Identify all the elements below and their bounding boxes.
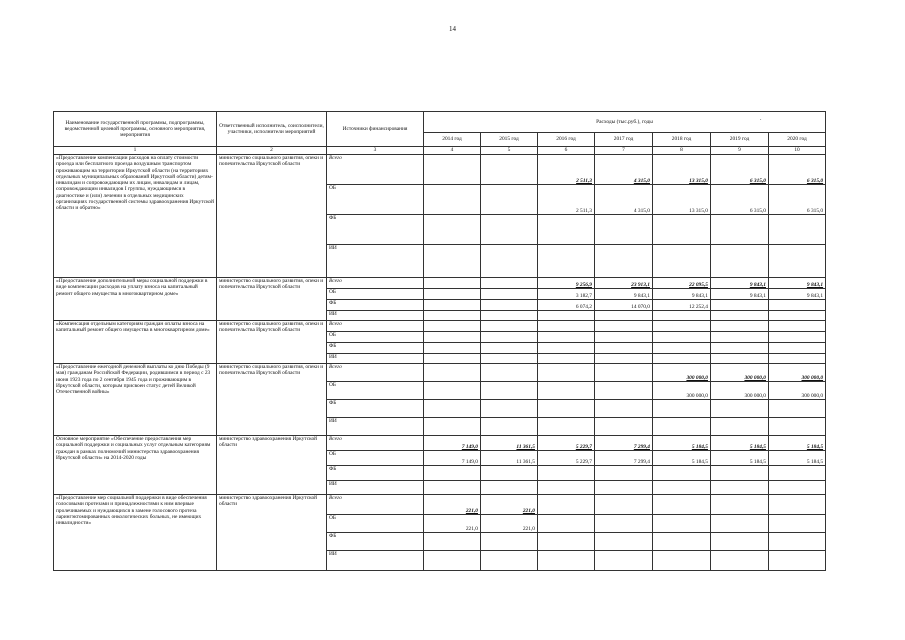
- row-value: [538, 495, 595, 515]
- row-value: [653, 400, 711, 418]
- row-source-label: ОБ: [327, 289, 424, 300]
- row-value: 11 361,5: [481, 451, 538, 466]
- row-value: [538, 466, 595, 481]
- row-value: 6 074,2: [538, 300, 595, 311]
- row-value: 5 184,5: [711, 451, 769, 466]
- row-value: [711, 533, 769, 551]
- row-value: [481, 300, 538, 311]
- row-value: [538, 400, 595, 418]
- row-value: [481, 481, 538, 495]
- row-value: 300 000,0: [653, 382, 711, 400]
- row-value: [424, 300, 481, 311]
- row-value: 2 511,3: [538, 185, 595, 215]
- row-value: [653, 332, 711, 343]
- header-dot: .: [760, 116, 762, 122]
- row-value: [538, 215, 595, 245]
- row-value: [769, 354, 826, 364]
- row-value: [424, 278, 481, 289]
- row-value: [595, 418, 653, 436]
- row-source-label: ФБ: [327, 400, 424, 418]
- row-value: [481, 551, 538, 571]
- row-source-label: ИИ: [327, 481, 424, 495]
- row-value: [711, 332, 769, 343]
- col-header-year: 2020 год: [769, 133, 826, 147]
- row-source-label: ОБ: [327, 382, 424, 400]
- row-value: 7 299,4: [595, 436, 653, 451]
- row-value: [595, 533, 653, 551]
- col-header-source: Источники финансирования: [327, 112, 424, 147]
- row-value: [481, 185, 538, 215]
- row-value: [769, 466, 826, 481]
- row-value: 9 843,1: [769, 289, 826, 300]
- row-value: [711, 245, 769, 278]
- row-value: 9 843,1: [595, 289, 653, 300]
- row-value: [711, 495, 769, 515]
- row-value: [595, 311, 653, 321]
- row-value: [595, 245, 653, 278]
- row-executor: министерство социального развития, опеки и попечительства Иркутской области: [217, 278, 327, 321]
- row-value: 12 252,4: [653, 300, 711, 311]
- row-value: 300 000,0: [653, 364, 711, 382]
- row-value: [595, 354, 653, 364]
- row-value: [769, 321, 826, 332]
- row-value: [424, 343, 481, 354]
- col-number: 3: [327, 147, 424, 155]
- row-value: [653, 354, 711, 364]
- row-value: [481, 321, 538, 332]
- row-name: «Предоставление мер социальной поддержки в виде обеспечения голосовыми протезами и принадлежностями к ним впервые пролечиваемых и нуждающихся в замене голосового протеза ларингэктомированных онкологических больных, не имеющих инвалидности»: [54, 495, 217, 571]
- col-number: 10: [769, 147, 826, 155]
- row-value: 221,0: [424, 515, 481, 533]
- col-number: 1: [54, 147, 217, 155]
- row-source-label: Всего: [327, 278, 424, 289]
- row-value: [653, 215, 711, 245]
- row-executor: министерство социального развития, опеки и попечительства Иркутской области: [217, 155, 327, 278]
- row-value: [481, 418, 538, 436]
- row-value: 14 070,0: [595, 300, 653, 311]
- header-row-numbers: [54, 147, 826, 155]
- row-source-label: ОБ: [327, 185, 424, 215]
- header-row-1: [54, 112, 826, 133]
- col-number: 6: [538, 147, 595, 155]
- row-value: 5 184,5: [653, 451, 711, 466]
- row-value: [653, 533, 711, 551]
- row-value: 6 315,0: [711, 185, 769, 215]
- row-source-label: Всего: [327, 321, 424, 332]
- col-header-name: Наименование государственной программы, подпрограммы, ведомственной целевой программы, основного мероприятия, мероприятия: [54, 112, 217, 147]
- row-value: [424, 245, 481, 278]
- financing-table: [53, 111, 826, 571]
- col-number: 5: [481, 147, 538, 155]
- row-value: [538, 332, 595, 343]
- row-value: [769, 400, 826, 418]
- row-value: [538, 418, 595, 436]
- row-value: [538, 364, 595, 382]
- row-value: [538, 481, 595, 495]
- row-value: [769, 418, 826, 436]
- row-source-label: ОБ: [327, 451, 424, 466]
- row-value: [481, 382, 538, 400]
- row-value: [711, 466, 769, 481]
- row-value: [769, 495, 826, 515]
- row-value: [653, 495, 711, 515]
- row-value: [653, 245, 711, 278]
- col-number: 8: [653, 147, 711, 155]
- row-value: [481, 289, 538, 300]
- row-value: 9 256,9: [538, 278, 595, 289]
- row-value: [538, 515, 595, 533]
- row-value: [538, 551, 595, 571]
- row-value: [595, 400, 653, 418]
- row-source-label: ФБ: [327, 215, 424, 245]
- row-value: [653, 311, 711, 321]
- row-value: 7 149,0: [424, 451, 481, 466]
- row-value: [711, 321, 769, 332]
- row-value: 11 361,5: [481, 436, 538, 451]
- row-executor: министерство здравоохранения Иркутской области: [217, 436, 327, 495]
- row-value: 221,0: [424, 495, 481, 515]
- row-value: [424, 418, 481, 436]
- row-value: [711, 515, 769, 533]
- row-value: [481, 466, 538, 481]
- row-value: 5 184,5: [653, 436, 711, 451]
- row-value: 300 000,0: [769, 382, 826, 400]
- row-value: [653, 321, 711, 332]
- row-value: [538, 382, 595, 400]
- row-value: [424, 481, 481, 495]
- row-value: 221,0: [481, 515, 538, 533]
- row-value: [653, 418, 711, 436]
- row-value: [424, 382, 481, 400]
- row-source-label: ИИ: [327, 245, 424, 278]
- row-value: [769, 332, 826, 343]
- row-value: [424, 332, 481, 343]
- row-value: [769, 215, 826, 245]
- row-value: 6 315,0: [769, 185, 826, 215]
- row-value: [538, 321, 595, 332]
- row-value: [538, 533, 595, 551]
- row-value: 4 315,0: [595, 155, 653, 185]
- table-row: [54, 278, 826, 289]
- row-value: [711, 481, 769, 495]
- row-executor: министерство социального развития, опеки и попечительства Иркутской области: [217, 321, 327, 364]
- row-value: [711, 354, 769, 364]
- row-value: [424, 533, 481, 551]
- row-value: [595, 215, 653, 245]
- row-value: 6 315,0: [769, 155, 826, 185]
- table-row: [54, 495, 826, 515]
- row-value: [424, 289, 481, 300]
- row-name: «Предоставление компенсации расходов на оплату стоимости проезда или бесплатного проезда воздушным транспортом проживающим на территории Иркутской области (на территориях отдельных муниципальных образований Иркутской области) детям-инвалидам и сопровождающим их лицам, инвалидам и лицам, сопровождающим инвалидов I группы, нуждающимся в диагностике и (или) лечении в отдельных медицинских организациях государственной системы здравоохранения Иркутской области и обратно»: [54, 155, 217, 278]
- row-source-label: ФБ: [327, 533, 424, 551]
- page-number: 14: [449, 25, 456, 33]
- row-value: 6 315,0: [711, 155, 769, 185]
- row-value: [424, 354, 481, 364]
- row-source-label: ФБ: [327, 466, 424, 481]
- row-value: [481, 332, 538, 343]
- row-value: 300 000,0: [711, 382, 769, 400]
- col-header-year: 2014 год: [424, 133, 481, 147]
- row-value: [424, 364, 481, 382]
- row-value: [653, 466, 711, 481]
- col-header-year: 2018 год: [653, 133, 711, 147]
- row-name: «Компенсация отдельным категориям граждан оплаты взноса на капитальный ремонт общего имущества в многоквартирном доме»: [54, 321, 217, 364]
- row-value: [481, 215, 538, 245]
- row-value: [595, 364, 653, 382]
- row-value: [595, 382, 653, 400]
- row-value: 9 843,1: [711, 278, 769, 289]
- row-value: [769, 343, 826, 354]
- row-source-label: ОБ: [327, 332, 424, 343]
- table-row: [54, 436, 826, 451]
- row-value: [538, 311, 595, 321]
- row-value: [481, 343, 538, 354]
- row-value: 4 315,0: [595, 185, 653, 215]
- row-value: 22 095,5: [653, 278, 711, 289]
- row-value: [424, 311, 481, 321]
- row-value: [424, 400, 481, 418]
- table-row: [54, 321, 826, 332]
- row-value: 9 843,1: [653, 289, 711, 300]
- row-value: [481, 245, 538, 278]
- row-value: 7 299,4: [595, 451, 653, 466]
- col-header-year: 2016 год: [538, 133, 595, 147]
- row-value: [424, 185, 481, 215]
- row-source-label: Всего: [327, 364, 424, 382]
- row-value: [711, 300, 769, 311]
- row-value: [424, 321, 481, 332]
- row-value: [481, 364, 538, 382]
- row-value: [769, 481, 826, 495]
- row-value: [424, 215, 481, 245]
- row-value: [769, 311, 826, 321]
- row-value: [595, 481, 653, 495]
- row-value: [481, 278, 538, 289]
- row-value: [653, 343, 711, 354]
- row-value: 300 000,0: [769, 364, 826, 382]
- row-value: 9 843,1: [769, 278, 826, 289]
- col-header-expenses: Расходы (тыс.руб.), годы: [424, 112, 826, 133]
- row-source-label: ФБ: [327, 343, 424, 354]
- row-value: [538, 354, 595, 364]
- table-body: [54, 155, 826, 571]
- row-executor: министерство здравоохранения Иркутской области: [217, 495, 327, 571]
- row-value: [595, 551, 653, 571]
- col-header-year: 2019 год: [711, 133, 769, 147]
- row-value: [711, 215, 769, 245]
- row-value: 13 315,0: [653, 185, 711, 215]
- row-value: 5 229,7: [538, 436, 595, 451]
- row-source-label: ОБ: [327, 515, 424, 533]
- row-value: [538, 245, 595, 278]
- row-value: [769, 551, 826, 571]
- col-number: 9: [711, 147, 769, 155]
- row-value: 5 229,7: [538, 451, 595, 466]
- row-source-label: ИИ: [327, 354, 424, 364]
- table-row: [54, 364, 826, 382]
- row-value: [595, 332, 653, 343]
- row-executor: министерство социального развития, опеки и попечительства Иркутской области: [217, 364, 327, 436]
- row-value: [481, 354, 538, 364]
- row-value: [769, 515, 826, 533]
- table-row: [54, 155, 826, 185]
- row-source-label: Всего: [327, 155, 424, 185]
- row-value: [769, 245, 826, 278]
- row-value: 7 149,0: [424, 436, 481, 451]
- row-value: [481, 533, 538, 551]
- row-value: 2 511,3: [538, 155, 595, 185]
- row-value: 5 184,5: [711, 436, 769, 451]
- col-header-year: 2015 год: [481, 133, 538, 147]
- row-value: [653, 551, 711, 571]
- row-source-label: ИИ: [327, 418, 424, 436]
- row-value: [424, 466, 481, 481]
- row-value: 300 000,0: [711, 364, 769, 382]
- row-value: [481, 311, 538, 321]
- row-source-label: ФБ: [327, 300, 424, 311]
- row-value: [424, 551, 481, 571]
- col-number: 4: [424, 147, 481, 155]
- row-value: [711, 418, 769, 436]
- row-source-label: ИИ: [327, 551, 424, 571]
- row-value: [481, 400, 538, 418]
- row-value: 9 843,1: [711, 289, 769, 300]
- row-value: 5 184,5: [769, 436, 826, 451]
- row-value: [711, 551, 769, 571]
- row-value: [711, 343, 769, 354]
- col-number: 2: [217, 147, 327, 155]
- row-name: «Предоставление ежегодной денежной выплаты ко дню Победы (9 мая) гражданам Российской Федерации, родившимся в период с 23 июня 1923 года по 2 сентября 1945 года и проживающим в Иркутской области, которым присвоен статус детей Великой Отечественной войны»: [54, 364, 217, 436]
- row-value: 5 184,5: [769, 451, 826, 466]
- row-source-label: Всего: [327, 495, 424, 515]
- row-source-label: Всего: [327, 436, 424, 451]
- row-name: «Предоставление дополнительной меры социальной поддержки в виде компенсации расходов на уплату взноса на капитальный ремонт общего имущества в многоквартирном доме»: [54, 278, 217, 321]
- row-value: [769, 300, 826, 311]
- row-value: [653, 515, 711, 533]
- row-name: Основное мероприятие «Обеспечение предоставления мер социальной поддержки и социальных услуг отдельным категориям граждан в рамках полномочий министерства здравоохранения Иркутской области» на 2014-2020 годы: [54, 436, 217, 495]
- row-value: 23 913,1: [595, 278, 653, 289]
- row-value: [595, 343, 653, 354]
- row-value: 3 182,7: [538, 289, 595, 300]
- row-value: 221,0: [481, 495, 538, 515]
- row-value: [711, 311, 769, 321]
- row-value: [481, 155, 538, 185]
- row-value: [595, 495, 653, 515]
- row-value: [711, 400, 769, 418]
- row-value: [595, 466, 653, 481]
- col-number: 7: [595, 147, 653, 155]
- col-header-year: 2017 год: [595, 133, 653, 147]
- row-value: [653, 481, 711, 495]
- row-value: [424, 155, 481, 185]
- row-value: [769, 533, 826, 551]
- row-value: 13 315,0: [653, 155, 711, 185]
- row-source-label: ИИ: [327, 311, 424, 321]
- row-value: [538, 343, 595, 354]
- row-value: [595, 515, 653, 533]
- col-header-executor: Ответственный исполнитель, соисполнители, участники, исполнители мероприятий: [217, 112, 327, 147]
- row-value: [595, 321, 653, 332]
